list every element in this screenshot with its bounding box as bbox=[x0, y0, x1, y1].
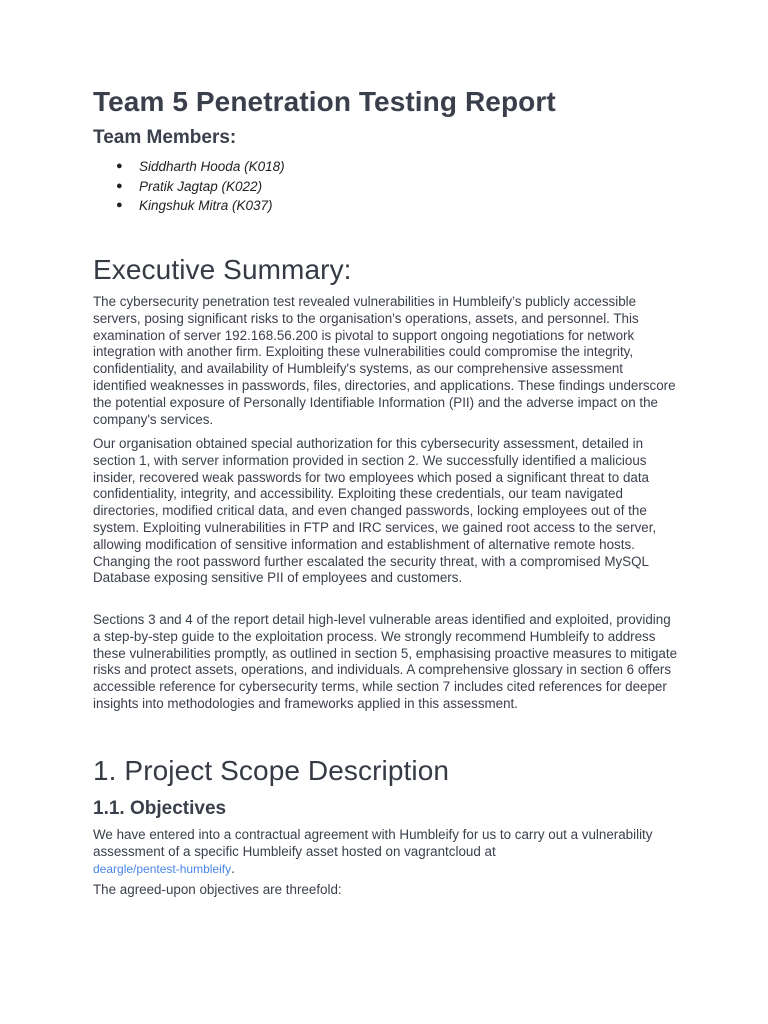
objectives-heading: 1.1. Objectives bbox=[93, 798, 227, 819]
team-member-item: ● Siddharth Hooda (K018) bbox=[116, 157, 285, 177]
team-members-list bbox=[116, 157, 285, 216]
team-member-item: ● Pratik Jagtap (K022) bbox=[116, 177, 285, 197]
team-members-heading: Team Members: bbox=[93, 127, 237, 148]
team-member-item: ● Kingshuk Mitra (K037) bbox=[116, 196, 285, 216]
project-scope-heading: 1. Project Scope Description bbox=[93, 755, 450, 786]
vagrantcloud-link[interactable]: deargle/pentest-humbleify bbox=[93, 861, 232, 876]
executive-summary-paragraph: Our organisation obtained special authorization for this cybersecurity assessment, detailed in section 1, with server information provided in section 2. We successfully identified a malicious insider, recovered weak passwords for two employees which posed a significant threat to data confidentiality, integrity, and accessibility. Exploiting these credentials, our team navigated directories, modified critical data, and even changed passwords, locking employees out of the system. Exploiting vulnerabilities in FTP and IRC services, we gained root access to the server, allowing modification of sensitive information and establishment of alternative remote hosts. Changing the root password further escalated the security threat, with a compromised MySQL Database exposing sensitive PII of employees and customers. bbox=[93, 436, 657, 586]
report-title: Team 5 Penetration Testing Report bbox=[93, 86, 556, 117]
objectives-text: We have entered into a contractual agreement with Humbleify for us to carry out a vulnerability assessment of a specific Humbleify asset hosted on vagrantcloud at bbox=[93, 827, 653, 859]
agreed-objectives-text: The agreed-upon objectives are threefold: bbox=[93, 882, 342, 897]
executive-summary-paragraph: Sections 3 and 4 of the report detail high-level vulnerable areas identified and exploited, providing a step-by-step guide to the exploitation process. We strongly recommend Humbleify to address these vulnerabilities promptly, as outlined in section 5, emphasising proactive measures to mitigate risks and protect assets, operations, and individuals. A comprehensive glossary in section 6 offers accessible reference for cybersecurity terms, while section 7 includes cited references for deeper insights into methodologies and frameworks applied in this assessment. bbox=[93, 612, 678, 711]
link-suffix: . bbox=[231, 860, 235, 876]
objectives-paragraph bbox=[93, 827, 678, 877]
executive-summary-heading: Executive Summary: bbox=[93, 254, 352, 285]
executive-summary-paragraph: The cybersecurity penetration test revealed vulnerabilities in Humbleify’s publicly accessible servers, posing significant risks to the organisation's operations, assets, and personnel. This examination of server 192.168.56.200 is pivotal to support ongoing negotiations for network integration with another firm. Exploiting these vulnerabilities could compromise the integrity, confidentiality, and availability of Humbleify's systems, as our comprehensive assessment identified weaknesses in passwords, files, directories, and applications. These findings underscore the potential exposure of Personally Identifiable Information (PII) and the adverse impact on the company's services. bbox=[93, 294, 676, 427]
